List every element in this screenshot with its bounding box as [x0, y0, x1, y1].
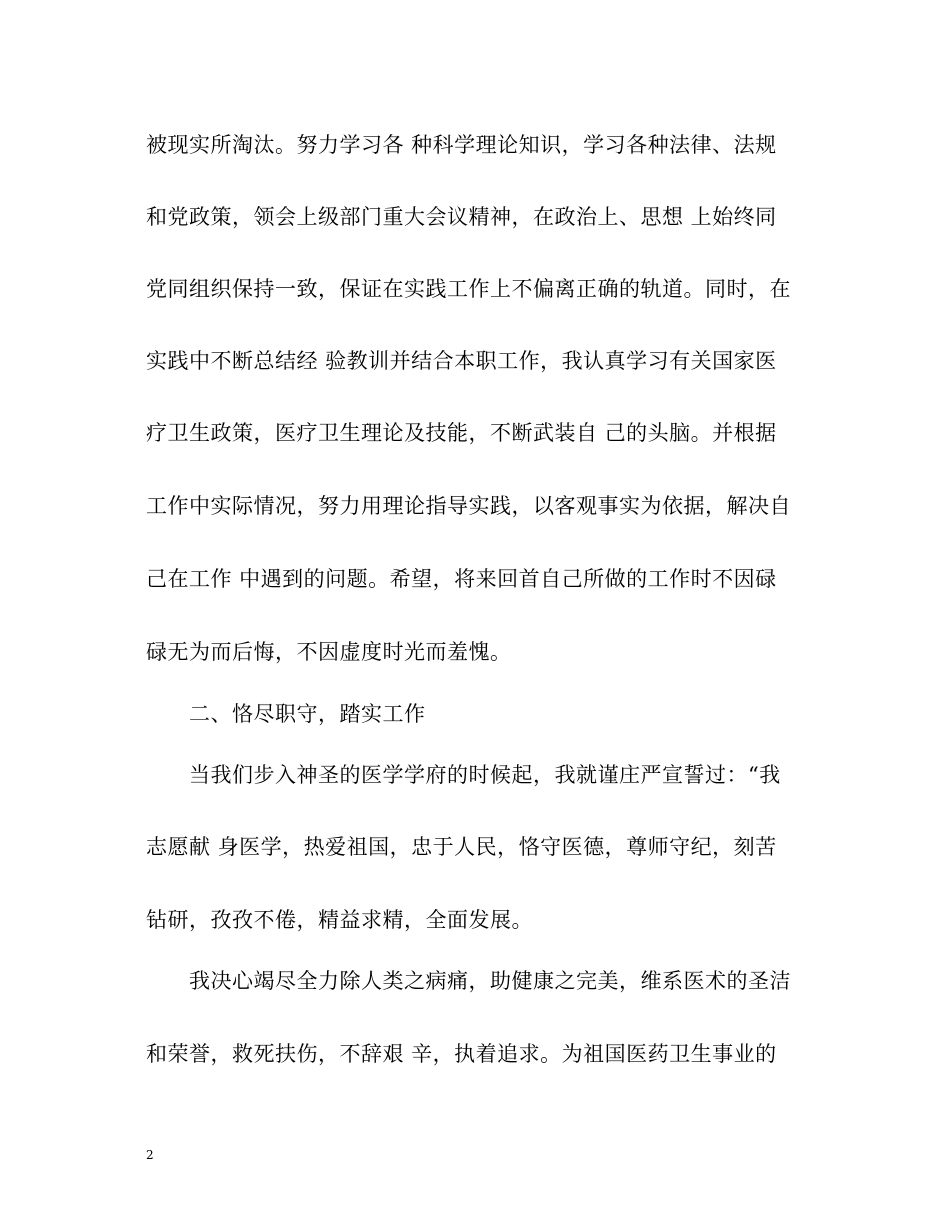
body-text-line-13: 和荣誉，救死扶伤，不辞艰 辛，执着追求。为祖国医药卫生事业的: [146, 1042, 777, 1066]
body-text-line-8: 碌无为而后悔，不因虚度时光而羞愧。: [146, 640, 512, 664]
body-text-line-10: 志愿献 身医学，热爱祖国，忠于人民，恪守医德，尊师守纪，刻苦: [146, 835, 777, 859]
body-text-line-2: 和党政策，领会上级部门重大会议精神，在政治上、思想 上始终同: [146, 205, 777, 229]
body-text-line-3: 党同组织保持一致，保证在实践工作上不偏离正确的轨道。同时，在: [146, 277, 791, 301]
body-text-line-5: 疗卫生政策，医疗卫生理论及技能，不断武装自 己的头脑。并根据: [146, 421, 777, 445]
page-number: 2: [146, 1148, 154, 1162]
body-text-line-6: 工作中实际情况，努力用理论指导实践，以客观事实为依据，解决自: [146, 494, 791, 518]
body-text-line-7: 己在工作 中遇到的问题。希望，将来回首自己所做的工作时不因碌: [146, 567, 777, 591]
body-text-line-4: 实践中不断总结经 验教训并结合本职工作，我认真学习有关国家医: [146, 349, 777, 373]
body-text-line-11: 钻研，孜孜不倦，精益求精，全面发展。: [146, 908, 533, 932]
body-text-line-12: 我决心竭尽全力除人类之病痛，助健康之完美，维系医术的圣洁: [189, 969, 791, 993]
section-heading: 二、恪尽职守，踏实工作: [189, 702, 426, 726]
body-text-line-9: 当我们步入神圣的医学学府的时候起，我就谨庄严宣誓过：“我: [189, 763, 781, 787]
body-text-line-1: 被现实所淘汰。努力学习各 种科学理论知识，学习各种法律、法规: [146, 133, 777, 157]
